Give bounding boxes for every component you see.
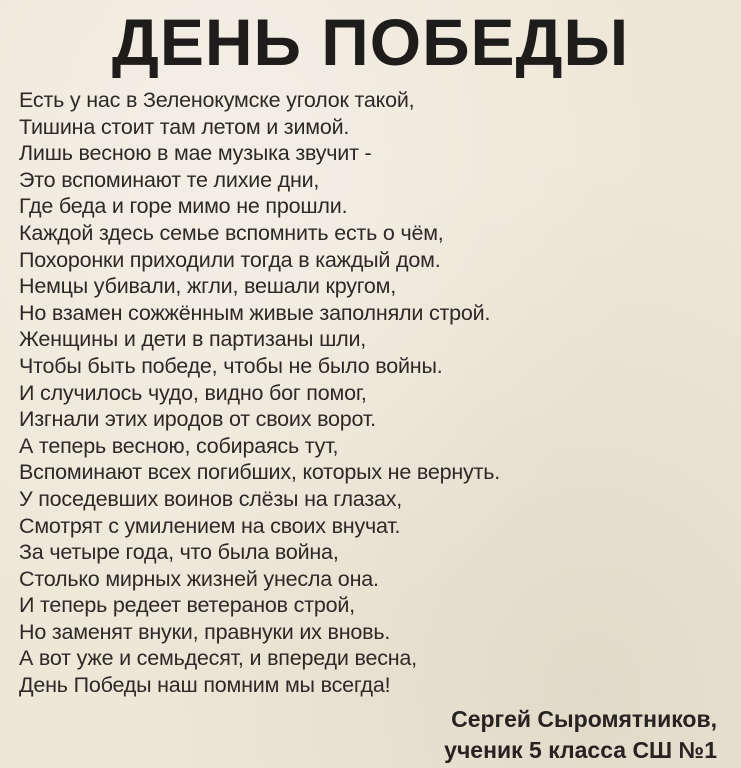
- author-description: ученик 5 класса СШ №1: [444, 737, 717, 763]
- poem-line: Женщины и дети в партизаны шли,: [19, 327, 367, 352]
- poem-title: ДЕНЬ ПОБЕДЫ: [111, 5, 630, 79]
- poem-line: За четыре года, что была война,: [19, 540, 339, 565]
- poem-line: Чтобы быть победе, чтобы не было войны.: [19, 353, 443, 378]
- poem-line: Похоронки приходили тогда в каждый дом.: [19, 247, 441, 272]
- poem-line: Но заменят внуки, правнуки их вновь.: [19, 619, 391, 644]
- poem-body: [19, 87, 500, 699]
- poem-line: Это вспоминают те лихие дни,: [19, 167, 320, 192]
- poem-line: День Победы наш помним мы всегда!: [19, 673, 391, 698]
- poem-line: Столько мирных жизней унесла она.: [19, 566, 379, 591]
- author-signature: [444, 704, 717, 766]
- poem-line: Есть у нас в Зеленокумске уголок такой,: [19, 88, 415, 112]
- author-name: Сергей Сыромятников,: [451, 706, 717, 732]
- poem-line: А теперь весною, собираясь тут,: [19, 433, 339, 458]
- poem-line: Но взамен сожжённым живые заполняли строй.: [19, 300, 491, 325]
- poem-line: Изгнали этих иродов от своих ворот.: [19, 407, 376, 432]
- poem-line: Немцы убивали, жгли, вешали кругом,: [19, 274, 397, 299]
- poem-line: Лишь весною в мае музыка звучит -: [19, 141, 372, 166]
- poem-line: А вот уже и семьдесят, и впереди весна,: [19, 646, 417, 671]
- poem-line: Где беда и горе мимо не прошли.: [19, 194, 348, 219]
- poem-line: Каждой здесь семье вспомнить есть о чём,: [19, 220, 444, 245]
- poem-line: И теперь редеет ветеранов строй,: [19, 593, 355, 618]
- poem-line: Тишина стоит там летом и зимой.: [19, 114, 350, 139]
- poem-line: У поседевших воинов слёзы на глазах,: [19, 486, 403, 511]
- poem-line: Смотрят с умилением на своих внучат.: [19, 513, 401, 538]
- poem-line: Вспоминают всех погибших, которых не вернуть.: [19, 460, 501, 485]
- poem-line: И случилось чудо, видно бог помог,: [19, 380, 367, 405]
